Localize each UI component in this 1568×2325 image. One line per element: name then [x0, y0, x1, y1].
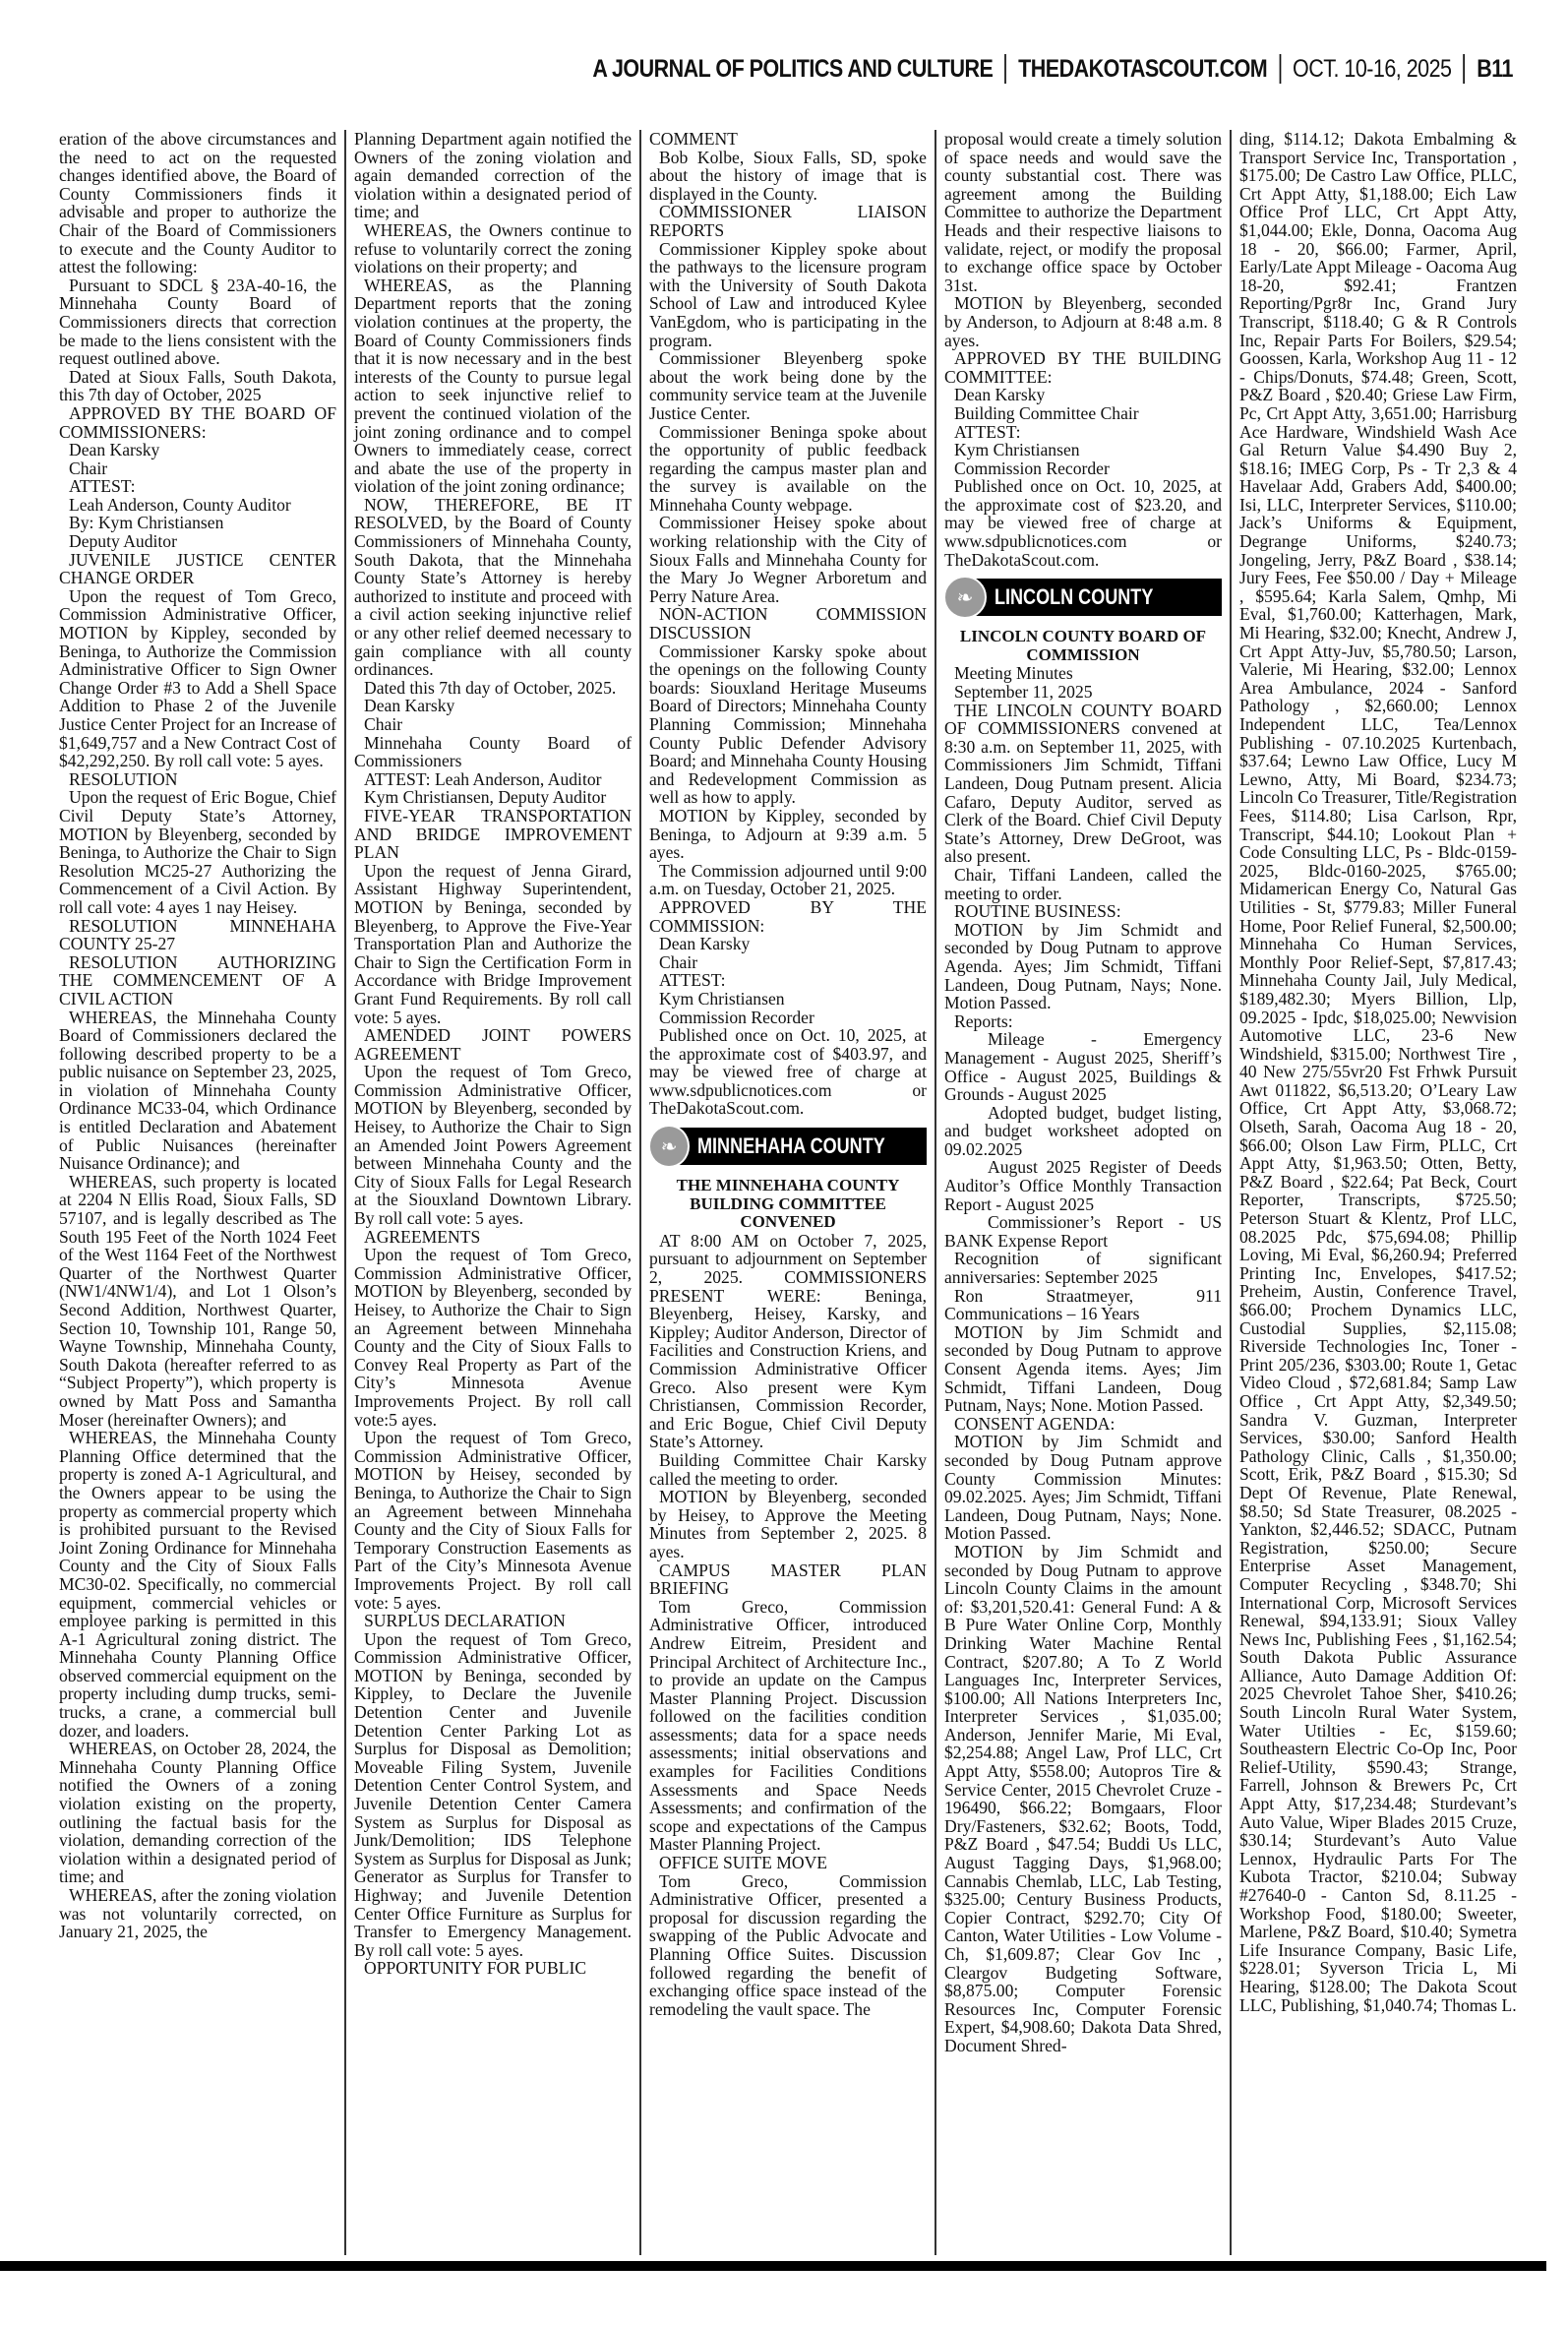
notice-paragraph: THE LINCOLN COUNTY BOARD OF COMMISSIONERS convened at 8:30 a.m. on September 11, 2025, with Commissioners Jim Schmidt, Tiffani Landeen, Doug Putnam present. Alicia Cafaro, Deputy Auditor, served as Clerk of the Board. Chief Civil Deputy State’s Attorney, Drew DeGroot, was also present.	[944, 700, 1222, 867]
notice-paragraph: WHEREAS, on October 28, 2024, the Minnehaha County Planning Office notified the Owners of a zoning violation existing on the property, outlining the factual basis for the violation, demanding correction of the violation within a designated period of time; and	[59, 1739, 336, 1887]
notice-paragraph: APPROVED BY THE BOARD OF COMMISSIONERS:	[59, 402, 336, 442]
notice-paragraph: MOTION by Bleyenberg, seconded by Heisey, to Approve the Meeting Minutes from September 2, 2025. 8 ayes.	[649, 1487, 927, 1561]
notice-paragraph: CONSENT AGENDA:	[954, 1413, 1116, 1434]
county-seal-icon: ❧	[943, 576, 987, 619]
notice-paragraph: Commissioner Karsky spoke about the openings on the following County boards: Siouxland Heritage Museums Board of Directors; Minnehaha County Planning Commission; Minnehaha County Public Defender Advisory Board; and Minnehaha County Housing and Redevelopment Commission as well as how to apply.	[649, 641, 927, 808]
notice-paragraph: Upon the request of Tom Greco, Commission Administrative Officer, MOTION by Beninga, seconded by Kippley, to Declare the Juvenile Detention Center and Juvenile Detention Center Parking Lot as Surplus for Disposal as Demolition; Moveable Filing System, Juvenile Detention Center Control System, and Juvenile Detention Center Camera System as Surplus for Disposal as Junk/Demolition; IDS Telephone System as Surplus for Disposal as Junk; Generator as Surplus for Transfer to Highway; and Juvenile Detention Center Office Furniture as Surplus for Transfer to Emergency Management. By roll call vote: 5 ayes.	[354, 1628, 632, 1960]
notice-paragraph: Published once on Oct. 10, 2025, at the approximate cost of $23.20, and may be viewed free of charge at www.sdpublicnotices.com or TheDakotaScout.com.	[944, 476, 1222, 570]
county-seal-icon: ❧	[648, 1125, 690, 1168]
notice-paragraph: Upon the request of Jenna Girard, Assistant Highway Superintendent, MOTION by Beninga, seconded by Bleyenberg, to Approve the Five-Year Transportation Plan and Authorize the Chair to Sign the Certification Form in Accordance with Bridge Improvement Grant Fund Requirements. By roll call vote: 5 ayes.	[354, 860, 632, 1027]
notice-paragraph: WHEREAS, the Owners continue to refuse to voluntarily correct the zoning violations on their property; and	[354, 219, 632, 277]
notice-paragraph: Chair	[69, 458, 108, 478]
notice-paragraph: Meeting Minutes	[954, 663, 1073, 684]
notice-paragraph: Upon the request of Tom Greco, Commission Administrative Officer, MOTION by Bleyenberg, seconded by Heisey, to Authorize the Chair to Sign an Amended Joint Powers Agreement between Minnehaha County and the City of Sioux Falls for Legal Research at the Siouxland Downtown Library. By roll call vote: 5 ayes.	[354, 1062, 632, 1229]
notice-paragraph: Commissioner’s Report - US BANK Expense Report	[944, 1212, 1222, 1251]
notice-paragraph: Dean Karsky	[659, 934, 751, 954]
notice-paragraph: Published once on Oct. 10, 2025, at the approximate cost of $403.97, and may be viewed free of charge at www.sdpublicnotices.com or TheDakotaScout.com.	[649, 1025, 927, 1119]
notice-paragraph: FIVE-YEAR TRANSPORTATION AND BRIDGE IMPROVEMENT PLAN	[354, 805, 632, 863]
notice-paragraph: Dated at Sioux Falls, South Dakota, this 7th day of October, 2025	[59, 366, 336, 405]
notice-paragraph: ATTEST:	[69, 476, 136, 497]
notice-paragraph: Kym Christiansen	[954, 440, 1080, 460]
notice-paragraph: ATTEST:	[954, 421, 1021, 442]
notice-paragraph: MOTION by Jim Schmidt and seconded by Doug Putnam to approve Agenda. Ayes; Jim Schmidt, Tiffani Landeen, Doug Putnam, Nays; None. Motion Passed.	[944, 919, 1222, 1013]
notice-paragraph: Tom Greco, Commission Administrative Officer, introduced Andrew Eitreim, President and Principal Architect of Architecture Inc., to provide an update on the Campus Master Planning Project. Discussion followed on the facilities condition assessments; data for a space needs assessments; initial observations and examples for Facilities Conditions Assessments and Space Needs Assessments; and confirmation of the scope and expectations of the Campus Master Planning Project.	[649, 1596, 927, 1855]
notice-paragraph: NOW, THEREFORE, BE IT RESOLVED, by the Board of County Commissioners of Minnehaha County, South Dakota, that the Minnehaha County State’s Attorney is hereby authorized to institute and proceed with a civil action seeking injunctive relief or any other relief deemed necessary to gain compliance with all county ordinances.	[354, 494, 632, 680]
notice-paragraph: APPROVED BY THE BUILDING COMMITTEE:	[944, 348, 1222, 387]
column-4	[935, 130, 1230, 2255]
notice-paragraph: Dean Karsky	[69, 440, 160, 460]
notice-paragraph: Dean Karsky	[364, 696, 455, 716]
notice-paragraph: proposal would create a timely solution of space needs and would save the county substantial cost. There was agreement among the Building Committee to authorize the Department Heads and their respective liaisons to validate, reject, or modify the proposal to exchange office space by October 31st.	[944, 130, 1222, 295]
notice-paragraph: MOTION by Kippley, seconded by Beninga, to Adjourn at 9:39 a.m. 5 ayes.	[649, 805, 927, 863]
notice-paragraph: Minnehaha County Board of Commissioners	[354, 732, 632, 771]
notice-paragraph: Commission Recorder	[954, 458, 1110, 478]
notice-paragraph: Tom Greco, Commission Administrative Officer, presented a proposal for discussion regarding the swapping of the Public Advocate and Planning Office Suites. Discussion followed regarding the benefit of exchanging office space instead of the remodeling the vault space. The	[649, 1870, 927, 2019]
notice-paragraph: AT 8:00 AM on October 7, 2025, pursuant to adjournment on September 2, 2025. COMMISSIONERS PRESENT WERE: Beninga, Bleyenberg, Heisey, Karsky, and Kippley; Auditor Anderson, Director of Facilities and Construction Kriens, and Commission Administrative Officer Greco. Also present were Kym Christiansen, Commission Recorder, and Eric Bogue, Chief Civil Deputy State’s Attorney.	[649, 1230, 927, 1452]
notice-paragraph: Bob Kolbe, Sioux Falls, SD, spoke about the history of image that is displayed in the County.	[649, 147, 927, 204]
notice-paragraph: Upon the request of Tom Greco, Commission Administrative Officer, MOTION by Heisey, seconded by Beninga, to Authorize the Chair to Sign an Agreement between Minnehaha County and the City of Sioux Falls for Temporary Construction Easements as Part of the City’s Minnesota Avenue Improvements Project. By roll call vote: 5 ayes.	[354, 1428, 632, 1613]
county-section-banner	[649, 1128, 927, 1165]
notice-paragraph: Upon the request of Tom Greco, Commission Administrative Officer, MOTION by Bleyenberg, seconded by Heisey, to Authorize the Chair to Sign an Agreement between Minnehaha County and the City of Sioux Falls to Convey Real Property as Part of the City’s Minnesota Avenue Improvements Project. By roll call vote:5 ayes.	[354, 1245, 632, 1430]
notice-paragraph: Chair	[364, 714, 403, 734]
notice-paragraph: Kym Christiansen, Deputy Auditor	[364, 787, 607, 808]
notice-paragraph: Upon the request of Tom Greco, Commission Administrative Officer, MOTION by Kippley, seconded by Beninga, to Authorize the Commission Administrative Officer to Sign Owner Change Order #3 to Add a Shell Space Addition to Phase 2 of the Juvenile Justice Center Project for an Increase of $1,649,757 and a New Contract Cost of $42,292,250. By roll call vote: 5 ayes.	[59, 585, 336, 771]
banner-label: LINCOLN COUNTY	[995, 584, 1154, 610]
notice-paragraph: Ron Straatmeyer, 911 Communications – 16 Years	[944, 1285, 1222, 1324]
notice-paragraph: Adopted budget, budget listing, and budget worksheet adopted on 09.02.2025	[944, 1102, 1222, 1159]
public-notices-columns	[59, 130, 1539, 2255]
notice-paragraph: JUVENILE JUSTICE CENTER CHANGE ORDER	[59, 549, 336, 588]
notice-paragraph: MOTION by Jim Schmidt and seconded by Doug Putnam to approve Lincoln County Claims in the amount of: $3,201,520.41: General Fund: A & B Pure Water Online Corp, Monthly Drinking Water Machine Rental Contract, $207.80; A To Z World Languages Inc, Interpreter Services, $100.00; All Nations Interpreters Inc, Interpreter Services , $1,035.00; Anderson, Jennifer Marie, Mi Eval, $2,254.88; Angel Law, Prof LLC, Crt Appt Atty, $558.00; Autopros Tire & Service Center, 2015 Chevrolet Cruze - 196490, $66.22; Bomgaars, Floor Dry/Fasteners, $32.62; Boots, Todd, P&Z Board , $47.54; Buddi Us LLC, August Tagging Days, $1,968.00; Cannabis Chemlab, LLC, Lab Testing, $325.00; Century Business Products, Copier Contract, $292.70; City Of Canton, Water Utilities - Low Volume - Ch, $1,609.87; Clear Gov Inc , Cleargov Budgeting Software, $8,875.00; Computer Forensic Resources Inc, Computer Forensic Expert, $4,908.60; Dakota Data Shred, Document Shred-	[944, 1541, 1222, 2055]
notice-paragraph: RESOLUTION AUTHORIZING THE COMMENCEMENT OF A CIVIL ACTION	[59, 951, 336, 1009]
notice-paragraph: Upon the request of Eric Bogue, Chief Civil Deputy State’s Attorney, MOTION by Bleyenberg, seconded by Beninga, to Authorize the Chair to Sign Resolution MC25-27 Authorizing the Commencement of a Civil Action. By roll call vote: 4 ayes 1 nay Heisey.	[59, 787, 336, 917]
notice-paragraph: Chair	[659, 951, 698, 972]
page-number: B11	[1477, 54, 1513, 83]
notice-paragraph: September 11, 2025	[954, 682, 1093, 703]
notice-paragraph: Building Committee Chair	[954, 402, 1139, 423]
notice-paragraph: By: Kym Christiansen	[69, 513, 224, 533]
notice-paragraph: Reports:	[954, 1010, 1013, 1031]
column-5	[1230, 130, 1517, 2255]
notice-paragraph: MOTION by Bleyenberg, seconded by Anderson, to Adjourn at 8:48 a.m. 8 ayes.	[944, 293, 1222, 350]
notice-paragraph: AGREEMENTS	[364, 1226, 481, 1247]
issue-date: OCT. 10-16, 2025	[1293, 54, 1452, 83]
notice-paragraph: RESOLUTION	[69, 768, 178, 789]
notice-paragraph: CAMPUS MASTER PLAN BRIEFING	[649, 1560, 927, 1599]
notice-paragraph: Pursuant to SDCL § 23A-40-16, the Minnehaha County Board of Commissioners directs that correction be made to the liens consistent with the request outlined above.	[59, 275, 336, 369]
county-section-banner	[944, 579, 1222, 616]
notice-paragraph: AMENDED JOINT POWERS AGREEMENT	[354, 1025, 632, 1064]
page-header	[592, 51, 1513, 87]
notice-paragraph: WHEREAS, the Minnehaha County Planning Office determined that the property is zoned A-1 Agricultural, and the Owners appear to be using the property as commercial property which is prohibited pursuant to the Revised Joint Zoning Ordinance for Minnehaha County and the City of Sioux Falls MC30-02. Specifically, no commercial equipment, commercial vehicles or employee parking is permitted in this A-1 Agricultural zoning district. The Minnehaha County Planning Office observed commercial equipment on the property including dump trucks, semi-trucks, a crane, a commercial bull dozer, and loaders.	[59, 1428, 336, 1741]
notice-paragraph: Building Committee Chair Karsky called the meeting to order.	[649, 1449, 927, 1489]
header-divider	[1004, 54, 1006, 84]
notice-paragraph: Recognition of significant anniversaries: September 2025	[944, 1249, 1222, 1288]
notice-paragraph: Commissioner Heisey spoke about working relationship with the City of Sioux Falls and Minnehaha County for the Mary Jo Wegner Arboretum and Perry Nature Area.	[649, 513, 927, 606]
banner-label: MINNEHAHA COUNTY	[697, 1133, 886, 1159]
journal-tagline: A JOURNAL OF POLITICS AND CULTURE	[592, 54, 994, 83]
column-1	[59, 130, 344, 2255]
notice-paragraph: WHEREAS, the Minnehaha County Board of Commissioners declared the following described property to be a public nuisance on September 23, 2025, in violation of Minnehaha County Ordinance MC33-04, which Ordinance is entitled Declaration and Abatement of Public Nuisances (hereinafter Nuisance Ordinance); and	[59, 1007, 336, 1174]
notice-paragraph: Commissioner Beninga spoke about the opportunity of public feedback regarding the campus master plan and the survey is available on the Minnehaha County webpage.	[649, 421, 927, 515]
notice-paragraph: ding, $114.12; Dakota Embalming & Transport Service Inc, Transportation , $175.00; De Castro Law Office, PLLC, Crt Appt Atty, $1,188.00; Eich Law Office Prof LLC, Crt Appt Atty, $1,044.00; Ekle, Donna, Oacoma Aug 18 - 20, $66.00; Farmer, April, Early/Late Appt Mileage - Oacoma Aug 18-20, $92.41; Frantzen Reporting/Pgr8r Inc, Grand Jury Transcript, $118.40; G & R Controls Inc, Repair Parts For Boilers, $29.54; Goossen, Karla, Workshop Aug 11 - 12 - Chips/Donuts, $74.48; Green, Scott, P&Z Board , $20.40; Griese Law Firm, Pc, Crt Appt Atty, 3,651.00; Harrisburg Ace Hardware, Windshield Wash Ace Gal Return Value $4.490 Buy 2, $18.16; IMEG Corp, Ps - Tr 2,3 & 4 Havelaar Add, Grabers Add, $400.00; Isi, LLC, Interpreter Services, $110.00; Jack’s Uniforms & Equipment, Degrange Uniforms, $240.73; Jongeling, Jerry, P&Z Board , $38.14; Jury Fees, Fee $50.00 / Day + Mileage , $595.64; Karla Salem, Qmhp, Mi Eval, $1,760.00; Katterhagen, Mark, Mi Hearing, $32.00; Knecht, Andrew J, Crt Appt Atty-Juv, $5,780.50; Larson, Valerie, Mi Hearing, $32.00; Lennox Area Ambulance, 2024 - Sanford Pathology , $2,660.00; Lennox Independent LLC, Tea/Lennox Publishing - 07.10.2025 Kurtenbach, $37.64; Lewno Law Office, Lucy M Lewno, Atty, Mi Board, $234.73; Lincoln Co Treasurer, Title/Registration Fees, $114.80; Lisa Carlson, Rpr, Transcript, $44.10; Lookout Plan + Code Consulting LLC, Ps - Bldc-0159-2025, Bldc-0160-2025, $765.00; Midamerican Energy Co, Natural Gas Utilities - St, $779.83; Miller Funeral Home, Poor Relief Funeral, $2,500.00; Minnehaha Co Human Services, Monthly Poor Relief-Sept, $7,817.43; Minnehaha County Jail, July Medical, $189,482.30; Myers Billion, Llp, 09.2025 - Ipdc, $18,025.00; Newvision Automotive LLC, 23-6 New Windshield, $315.00; Northwest Tire , 40 New 275/55vr20 Fst Frhwk Pursuit Awt 011822, $6,513.20; O’Leary Law Office, Crt Appt Atty, $3,068.72; Olseth, Sarah, Oacoma Aug 18 - 20, $66.00; Olson Law Firm, PLLC, Crt Appt Atty, $1,963.50; Otten, Betty, P&Z Board , $22.64; Pat Beck, Court Reporter, Transcripts, $725.50; Peterson Stuart & Klentz, Prof LLC, 08.2025 Pdc, $75,694.08; Phillip Loving, Mi Eval, $6,260.94; Preferred Printing Inc, Envelopes, $417.52; Preheim, Austin, Conference Travel, $66.00; Prochem Dynamics LLC, Custodial Supplies, $2,115.08; Riverside Technologies Inc, Toner - Print 205/236, $303.00; Route 1, Getac Video Cloud , $72,681.84; Samp Law Office , Crt Appt Atty, $2,349.50; Sandra V. Guzman, Interpreter Services, $30.00; Sanford Health Pathology Clinic, Calls , $1,350.00; Scott, Erik, P&Z Board , $15.30; Sd Dept Of Revenue, Plate Renewal, $8.50; Sd State Treasurer, 08.2025 - Yankton, $2,446.52; SDACC, Putnam Registration, $250.00; Secure Enterprise Asset Management, Computer Recycling , $348.70; Shi International Corp, Microsoft Services Renewal, $94,133.91; Sioux Valley News Inc, Publishing Fees , $1,162.54; South Dakota Public Assurance Alliance, Auto Damage Addition Of: 2025 Chevrolet Tahoe Sher, $410.26; South Lincoln Rural Water System, Water Utilties - Ec, $159.60; Southeastern Electric Co-Op Inc, Poor Relief-Utility, $590.43; Strange, Farrell, Johnson & Brewers Pc, Crt Appt Atty, $17,234.48; Sturdevant’s Auto Value, Wiper Blades 2015 Cruze, $30.14; Sturdevant’s Auto Value Lennox, Hydraulic Parts For The Kubota Tractor, $210.04; Subway #27640-0 - Canton Sd, 8.11.25 - Workshop Food, $180.00; Sweeter, Marlene, P&Z Board, $10.40; Symetra Life Insurance Company, Basic Life, $228.01; Syverson Tricia L, Mi Hearing, $128.00; The Dakota Scout LLC, Publishing, $1,040.74; Thomas L.	[1239, 130, 1517, 2015]
notice-paragraph: eration of the above circumstances and the need to act on the requested changes identified above, the Board of County Commissioners finds it advisable and proper to authorize the Chair of the Board of Commissioners to execute and the County Auditor to attest the following:	[59, 130, 336, 277]
notice-paragraph: COMMENT	[649, 130, 738, 149]
column-3	[639, 130, 935, 2255]
notice-paragraph: Planning Department again notified the Owners of the zoning violation and again demanded correction of the violation within a designated period of time; and	[354, 130, 632, 222]
notice-paragraph: MOTION by Jim Schmidt and seconded by Doug Putnam to approve Consent Agenda items. Ayes; Jim Schmidt, Tiffani Landeen, Doug Putnam, Nays; None. Motion Passed.	[944, 1321, 1222, 1416]
notice-paragraph: Dean Karsky	[954, 385, 1046, 405]
column-2	[344, 130, 639, 2255]
notice-paragraph: Mileage - Emergency Management - August 2025, Sheriff’s Office - August 2025, Buildings & Grounds - August 2025	[944, 1029, 1222, 1105]
notice-paragraph: NON-ACTION COMMISSION DISCUSSION	[649, 604, 927, 643]
notice-paragraph: RESOLUTION MINNEHAHA COUNTY 25-27	[59, 915, 336, 954]
notice-paragraph: WHEREAS, such property is located at 2204 N Ellis Road, Sioux Falls, SD 57107, and is legally described as The South 195 Feet of the North 1024 Feet of the West 1164 Feet of the Northwest Quarter of the Northwest Quarter (NW1/4NW1/4), and Lot 1 Olson’s Second Addition, Northwest Quarter, Section 10, Township 101, Range 50, Wayne Township, Minnehaha County, South Dakota (hereafter referred to as “Subject Property”), which property is owned by Matt Poss and Samantha Moser (hereinafter Owners); and	[59, 1171, 336, 1430]
notice-paragraph: Commissioner Kippley spoke about the pathways to the licensure program with the University of South Dakota School of Law and introduced Kylee VanEgdom, who is participating in the program.	[649, 238, 927, 350]
notice-paragraph: Kym Christiansen	[659, 988, 785, 1009]
notice-paragraph: OPPORTUNITY FOR PUBLIC	[364, 1958, 587, 1979]
notice-paragraph: OFFICE SUITE MOVE	[659, 1853, 828, 1873]
notice-paragraph: ATTEST:	[659, 970, 726, 991]
notice-paragraph: Chair, Tiffani Landeen, called the meeting to order.	[944, 864, 1222, 903]
site-url: THEDAKOTASCOUT.COM	[1018, 54, 1268, 83]
notice-paragraph: Deputy Auditor	[69, 531, 177, 552]
notice-paragraph: SURPLUS DECLARATION	[364, 1611, 566, 1631]
notice-paragraph: COMMISSIONER LIAISON REPORTS	[649, 202, 927, 240]
notice-paragraph: Dated this 7th day of October, 2025.	[364, 677, 617, 698]
notice-paragraph: WHEREAS, as the Planning Department reports that the zoning violation continues at the property, the Board of County Commissioners finds that it is now necessary and in the best interests of the County to pursue legal action to seek injunctive relief to prevent the continued violation of the joint zoning ordinance and to compel Owners to immediately cease, correct and abate the use of the property in violation of the joint zoning ordinance;	[354, 275, 632, 497]
notice-paragraph: ROUTINE BUSINESS:	[954, 901, 1121, 922]
notice-paragraph: ATTEST: Leah Anderson, Auditor	[364, 768, 602, 789]
notice-paragraph: APPROVED BY THE COMMISSION:	[649, 896, 927, 936]
header-divider	[1279, 54, 1281, 84]
notice-paragraph: The Commission adjourned until 9:00 a.m. on Tuesday, October 21, 2025.	[649, 860, 927, 899]
notice-title: THE MINNEHAHA COUNTY BUILDING COMMITTEE CONVENED	[676, 1176, 900, 1232]
bottom-rule	[0, 2261, 1546, 2271]
notice-paragraph: Leah Anderson, County Auditor	[69, 494, 291, 515]
header-divider	[1464, 54, 1466, 84]
notice-paragraph: MOTION by Jim Schmidt and seconded by Doug Putnam approve County Commission Minutes: 09.02.2025. Ayes; Jim Schmidt, Tiffani Landeen, Doug Putnam, Nays; None. Motion Passed.	[944, 1432, 1222, 1544]
notice-paragraph: WHEREAS, after the zoning violation was not voluntarily corrected, on January 21, 2025, the	[59, 1885, 336, 1942]
notice-paragraph: August 2025 Register of Deeds Auditor’s Office Monthly Transaction Report - August 2025	[944, 1157, 1222, 1214]
notice-title: LINCOLN COUNTY BOARD OF COMMISSION	[959, 627, 1207, 664]
notice-paragraph: Commission Recorder	[659, 1007, 814, 1027]
notice-paragraph: Commissioner Bleyenberg spoke about the work being done by the community service team at the Juvenile Justice Center.	[649, 348, 927, 423]
